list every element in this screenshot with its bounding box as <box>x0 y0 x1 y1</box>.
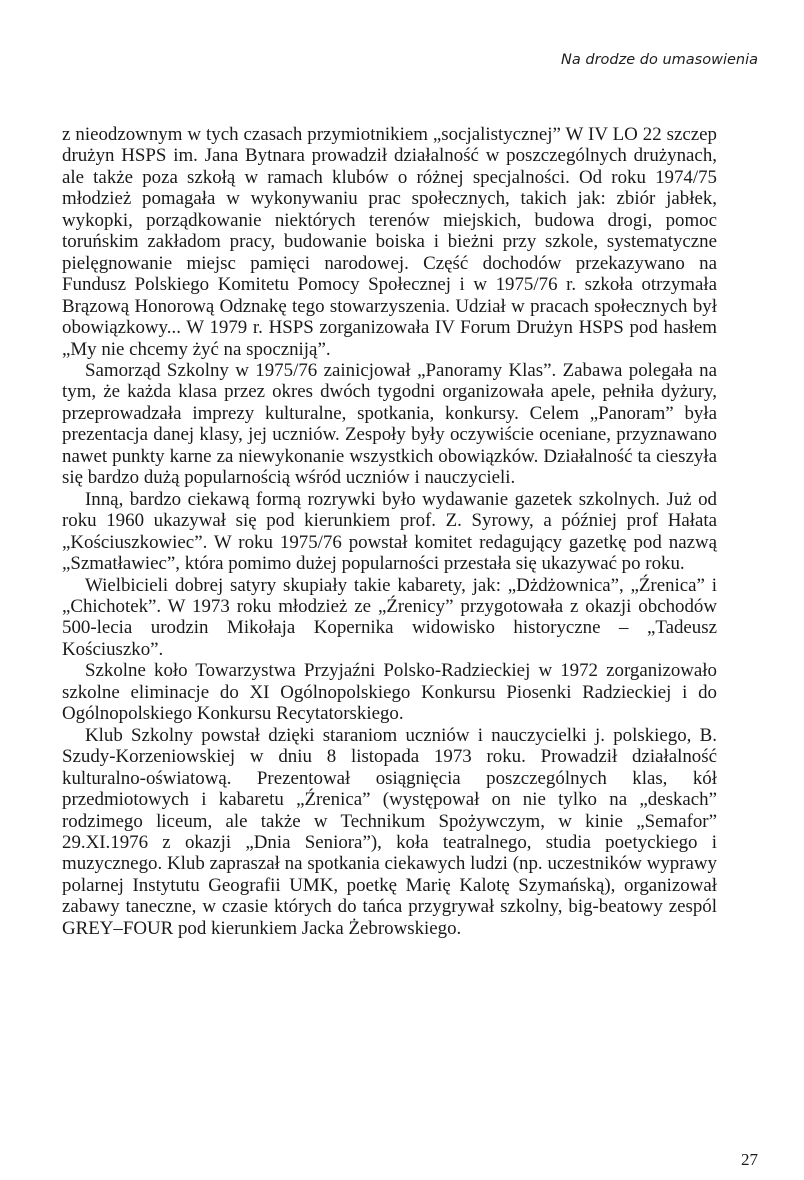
paragraph-continued: z nieodzownym w tych czasach przymiotnikiem „socjalistycznej” W IV LO 22 szczep drużyn HSPS im. Jana Bytnara prowadził działalność w poszczególnych drużynach, ale także poza szkołą w ramach klubów o różnej specjalności. Od roku 1974/75 młodzież pomagała w wykonywaniu prac społecznych, takich jak: zbiór jabłek, wykopki, porządkowanie niektórych terenów miejskich, budowa drogi, pomoc toruńskim zakładom pracy, budowanie boiska i bieżni przy szkole, systematyczne pielęgnowanie miejsc pamięci narodowej. Część dochodów przekazywano na Fundusz Polskiego Komitetu Pomocy Społecznej i w 1975/76 r. szkoła otrzymała Brązową Honorową Odznakę tego stowarzyszenia. Udział w pracach społecznych był obowiązkowy... W 1979 r. HSPS zorganizowała IV Forum Drużyn HSPS pod hasłem „My nie chcemy żyć na spoczniją”. <box>62 124 717 360</box>
page-number: 27 <box>741 1150 758 1169</box>
body-text <box>62 124 717 939</box>
paragraph-kabarety: Wielbicieli dobrej satyry skupiały takie kabarety, jak: „Dżdżownica”, „Źrenica” i „Chichotek”. W 1973 roku młodzież ze „Źrenicy” przygotowała z okazji obchodów 500-lecia urodzin Mikołaja Kopernika widowisko historyczne – „Tadeusz Kościuszko”. <box>62 574 717 660</box>
paragraph-klub-szkolny: Klub Szkolny powstał dzięki staraniom uczniów i nauczycielki j. polskiego, B. Szudy-Korzeniowskiej w dniu 8 listopada 1973 roku. Prowadził działalność kulturalno-oświatową. Prezentował osiągnięcia poszczególnych klas, kół przedmiotowych i kabaretu „Źrenica” (występował on nie tylko na „deskach” rodzimego liceum, ale także w Technikum Spożywczym, w kinie „Semafor” 29.XI.1976 z okazji „Dnia Seniora”), koła teatralnego, studia poetyckiego i muzycznego. Klub zapraszał na spotkania ciekawych ludzi (np. uczestników wyprawy polarnej Instytutu Geografii UMK, poetkę Marię Kalotę Szymańską), organizował zabawy taneczne, w czasie których do tańca przygrywał szkolny, big-beatowy zespól GREY–FOUR pod kierunkiem Jacka Żebrowskiego. <box>62 724 717 939</box>
paragraph-tppr: Szkolne koło Towarzystwa Przyjaźni Polsko-Radzieckiej w 1972 zorganizowało szkolne eliminacje do XI Ogólnopolskiego Konkursu Piosenki Radzieckiej i do Ogólnopolskiego Konkursu Recytatorskiego. <box>62 660 717 725</box>
paragraph-gazetki: Inną, bardzo ciekawą formą rozrywki było wydawanie gazetek szkolnych. Już od roku 1960 ukazywał się pod kierunkiem prof. Z. Syrowy, a później prof Hałata „Kościuszkowiec”. W roku 1975/76 powstał komitet redagujący gazetkę pod nazwą „Szmatławiec”, która pomimo dużej popularności przestała się ukazywać po roku. <box>62 488 717 575</box>
running-title: Na drodze do umasowienia <box>561 52 758 68</box>
paragraph-samorzad: Samorząd Szkolny w 1975/76 zainicjował „Panoramy Klas”. Zabawa polegała na tym, że każda klasa przez okres dwóch tygodni organizowała apele, pełniła dyżury, przeprowadzała imprezy kulturalne, spotkania, konkursy. Celem „Panoram” była prezentacja danej klasy, jej uczniów. Zespoły były oczywiście oceniane, przyznawano nawet punkty karne za niewykonanie wszystkich obowiązków. Działalność ta cieszyła się bardzo dużą popularnością wśród uczniów i nauczycieli. <box>62 359 717 489</box>
